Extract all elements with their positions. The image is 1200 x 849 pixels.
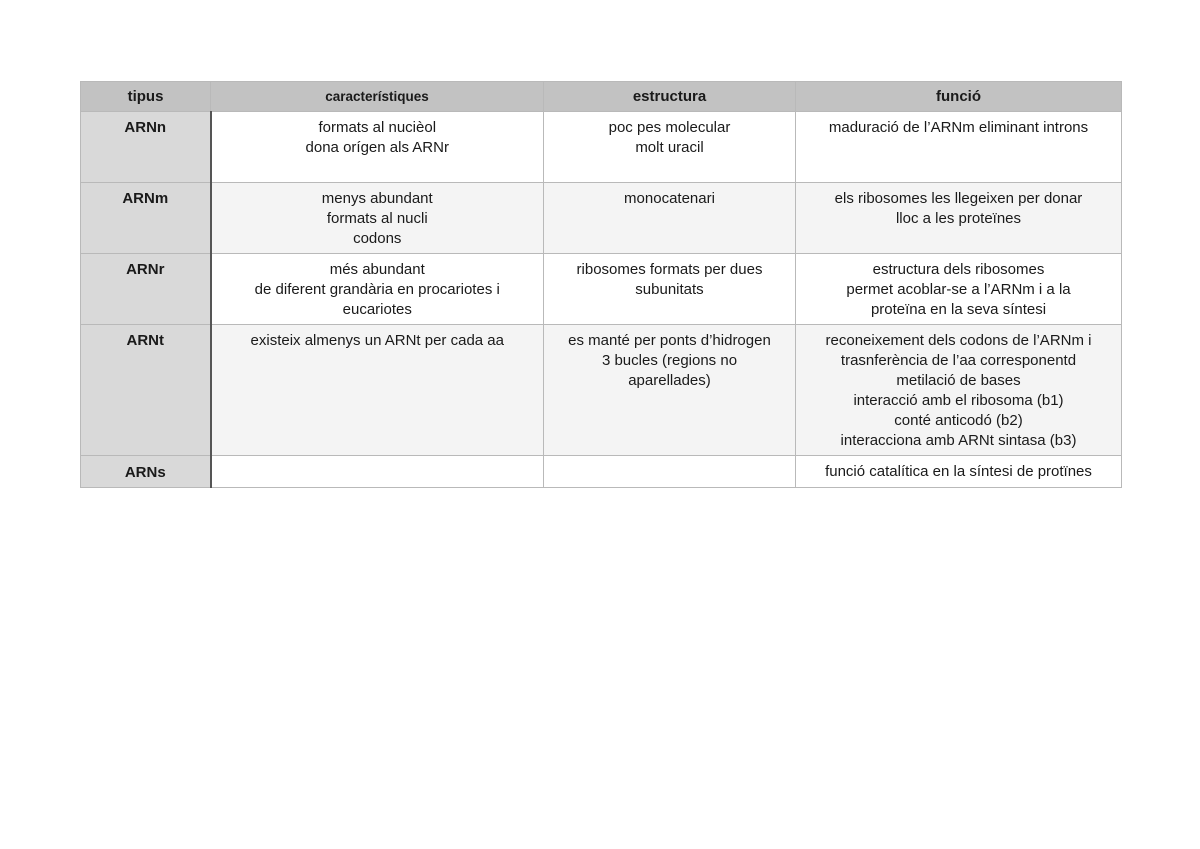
table-header-row	[81, 82, 1122, 112]
cell-line: interacciona amb ARNt sintasa (b3)	[840, 432, 1077, 449]
cell-caracteristiques	[211, 325, 544, 456]
cell-caracteristiques	[211, 112, 544, 183]
table-row	[81, 112, 1122, 183]
cell-caracteristiques	[211, 183, 544, 254]
row-type-arnn: ARNn	[81, 112, 211, 183]
row-type-arnm: ARNm	[81, 183, 211, 254]
cell-estructura	[544, 254, 796, 325]
rna-types-table	[80, 81, 1122, 488]
cell-estructura	[544, 183, 796, 254]
cell-line: ribosomes formats per dues	[576, 261, 763, 278]
cell-funcio	[796, 456, 1122, 488]
rna-types-table-container	[80, 81, 1121, 488]
cell-funcio	[796, 325, 1122, 456]
cell-line: metilació de bases	[896, 372, 1021, 389]
table-row	[81, 325, 1122, 456]
cell-line: existeix almenys un ARNt per cada aa	[250, 332, 504, 349]
cell-line: formats al nucièol	[318, 119, 437, 136]
cell-line: els ribosomes les llegeixen per donar	[834, 190, 1083, 207]
header-estructura: estructura	[544, 82, 796, 112]
cell-line: proteïna en la seva síntesi	[870, 301, 1047, 318]
row-type-arnt: ARNt	[81, 325, 211, 456]
cell-line: aparellades)	[628, 372, 711, 389]
cell-line: monocatenari	[624, 190, 715, 207]
row-type-arns: ARNs	[81, 456, 211, 488]
cell-line: permet acoblar-se a l’ARNm i a la	[846, 281, 1071, 298]
cell-estructura	[544, 112, 796, 183]
cell-line: menys abundant	[321, 190, 433, 207]
table-row	[81, 183, 1122, 254]
header-funcio: funció	[796, 82, 1122, 112]
cell-line: molt uracil	[635, 139, 704, 156]
cell-line: interacció amb el ribosoma (b1)	[853, 392, 1064, 409]
table-row	[81, 254, 1122, 325]
cell-line: funció catalítica en la síntesi de protïnes	[825, 463, 1092, 480]
cell-line: més abundant	[329, 261, 425, 278]
row-type-arnr: ARNr	[81, 254, 211, 325]
cell-line: conté anticodó (b2)	[894, 412, 1023, 429]
cell-funcio	[796, 183, 1122, 254]
table-row	[81, 456, 1122, 488]
cell-funcio	[796, 254, 1122, 325]
cell-caracteristiques	[211, 254, 544, 325]
cell-line: formats al nucli	[326, 210, 428, 227]
cell-line: lloc a les proteïnes	[895, 210, 1022, 227]
header-caracteristiques: característiques	[211, 82, 544, 112]
cell-line: es manté per ponts d’hidrogen	[568, 332, 771, 349]
cell-line: reconeixement dels codons de l’ARNm i	[825, 332, 1092, 349]
header-tipus: tipus	[81, 82, 211, 112]
cell-line: eucariotes	[342, 301, 412, 318]
cell-line: maduració de l’ARNm eliminant introns	[828, 119, 1089, 136]
cell-caracteristiques	[211, 456, 544, 488]
cell-line: de diferent grandària en procariotes i	[254, 281, 500, 298]
cell-line: poc pes molecular	[608, 119, 731, 136]
cell-estructura	[544, 325, 796, 456]
cell-line: 3 bucles (regions no	[601, 352, 738, 369]
cell-line: dona orígen als ARNr	[305, 139, 449, 156]
cell-funcio	[796, 112, 1122, 183]
cell-line: subunitats	[635, 281, 704, 298]
cell-line: trasnferència de l’aa corresponentd	[840, 352, 1077, 369]
cell-estructura	[544, 456, 796, 488]
cell-line: codons	[353, 230, 402, 247]
cell-line: estructura dels ribosomes	[872, 261, 1045, 278]
